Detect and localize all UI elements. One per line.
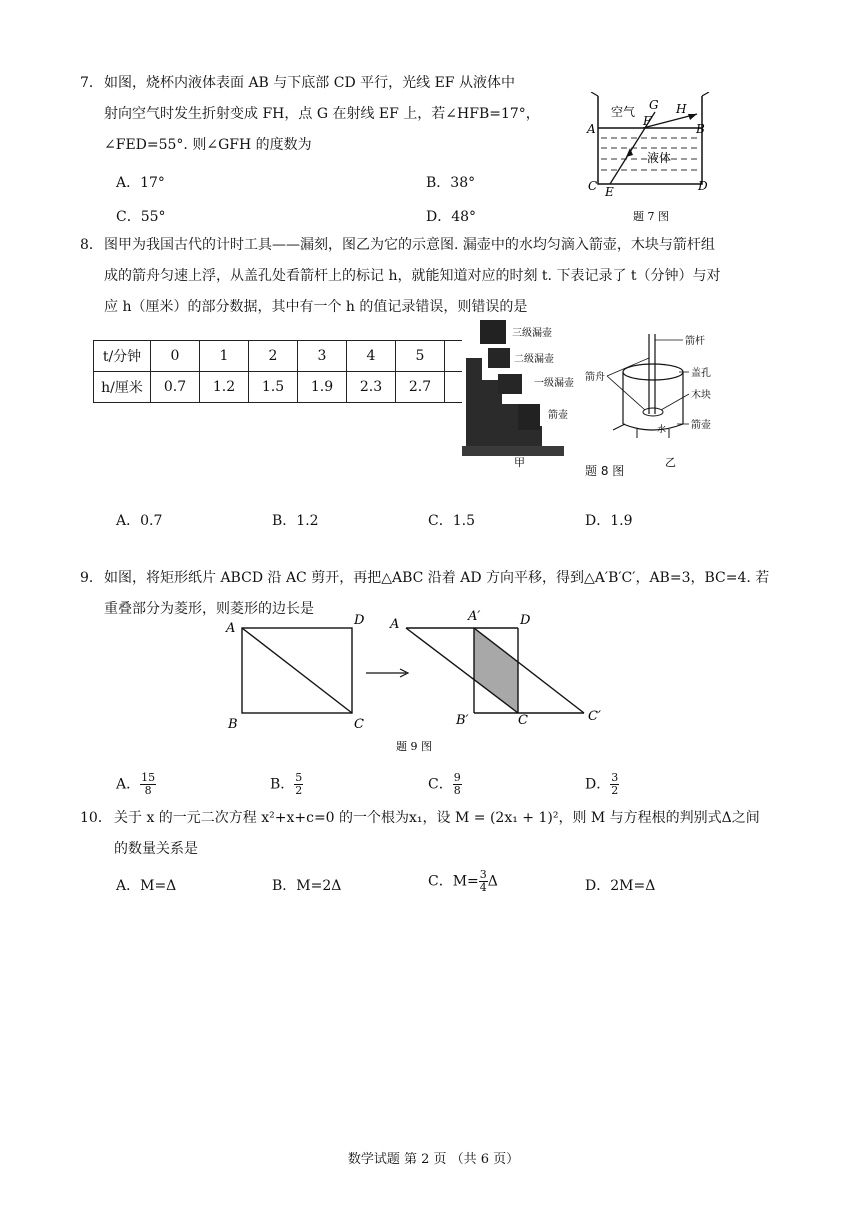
q8-label-pot: 箭壶 <box>691 420 711 431</box>
q9-right-d: D <box>520 613 531 628</box>
q10-option-b: B．M=2Δ <box>272 878 342 894</box>
q8-label-boat: 箭舟 <box>585 372 605 383</box>
q10-option-c-label: C．M= <box>428 873 479 890</box>
q9-right-c-prime: C′ <box>588 709 601 724</box>
q9-line2: 重叠部分为菱形，则菱形的边长是 <box>104 601 314 617</box>
q8-data-table <box>93 340 494 403</box>
q7-point-b: B <box>696 122 705 136</box>
table-cell: 2.7 <box>396 372 445 403</box>
q8-label-rod: 箭杆 <box>685 336 705 347</box>
q8-label-jia: 甲 <box>514 456 525 468</box>
q8-label-level2: 二级漏壶 <box>514 354 554 365</box>
q9-option-d-num: 3 <box>611 771 619 784</box>
q9-option-b-num: 5 <box>295 771 303 784</box>
table-cell: 1.9 <box>298 372 347 403</box>
page-footer: 数学试题 第 2 页 （共 6 页） <box>347 1152 520 1167</box>
table-cell: 4 <box>347 341 396 372</box>
q9-option-b <box>270 772 303 797</box>
q8-label-yi: 乙 <box>665 456 676 469</box>
q8-figure-jia <box>462 318 584 468</box>
q10-option-c-num: 3 <box>479 868 487 881</box>
q7-line1: 如图，烧杯内液体表面 AB 与下底部 CD 平行，光线 EF 从液体中 <box>104 75 515 91</box>
q10-option-c <box>428 869 498 894</box>
q7-air-label: 空气 <box>611 105 636 119</box>
q9-right-c: C <box>518 713 528 728</box>
q10-number: 10． <box>80 810 112 826</box>
q10-option-d: D．2M=Δ <box>585 878 656 894</box>
q7-option-a: A．17° <box>116 175 165 191</box>
table-row <box>94 341 494 372</box>
q9-right-a-prime: A′ <box>468 609 481 624</box>
q9-right-b-prime: B′ <box>456 713 469 728</box>
q10-option-c-den: 4 <box>479 881 487 894</box>
q8-label-arrow-pot: 箭壶 <box>548 410 568 421</box>
q7-point-c: C <box>588 179 598 193</box>
q10-line2: 的数量关系是 <box>114 841 198 857</box>
q9-option-d-label: D． <box>585 776 611 793</box>
q9-option-a-label: A． <box>116 776 141 793</box>
q9-left-b: B <box>228 717 238 732</box>
q9-option-a-den: 8 <box>144 784 152 797</box>
table-cell: 3 <box>298 341 347 372</box>
q9-caption: 题 9 图 <box>396 740 432 753</box>
q9-right-a: A <box>390 617 400 632</box>
q8-option-a: A．0.7 <box>116 513 163 529</box>
table-row <box>94 372 494 403</box>
q10-line1: 关于 x 的一元二次方程 x²+x+c=0 的一个根为x₁，设 M = (2x₁ + 1)²，则 M 与方程根的判别式Δ之间 <box>114 810 760 826</box>
q9-option-d <box>585 772 619 797</box>
table-cell: 0 <box>151 341 200 372</box>
q8-option-b: B．1.2 <box>272 513 319 529</box>
q10-option-a: A．M=Δ <box>116 878 177 894</box>
q9-left-a: A <box>226 621 236 636</box>
q8-line1: 图甲为我国古代的计时工具——漏刻，图乙为它的示意图. 漏壶中的水均匀滴入箭壶，木块与箭杆组 <box>104 237 715 253</box>
table-head-t: t/分钟 <box>94 341 151 372</box>
q8-option-d: D．1.9 <box>585 513 633 529</box>
q7-line2: 射向空气时发生折射变成 FH，点 G 在射线 EF 上，若∠HFB=17°， <box>104 106 540 122</box>
q8-label-water: 水 <box>657 425 667 435</box>
table-cell: 2.3 <box>347 372 396 403</box>
q7-point-g: G <box>649 98 659 112</box>
q7-line3: ∠FED=55°. 则∠GFH 的度数为 <box>104 137 312 153</box>
q7-point-d: D <box>698 179 708 193</box>
q7-option-b: B．38° <box>426 175 476 191</box>
q8-line3: 应 h（厘米）的部分数据，其中有一个 h 的值记录错误，则错误的是 <box>104 299 528 315</box>
table-cell: 0.7 <box>151 372 200 403</box>
q9-option-c-num: 9 <box>453 771 461 784</box>
q9-option-a <box>116 772 156 797</box>
table-cell: 1.5 <box>249 372 298 403</box>
q10-option-c-tail: Δ <box>487 873 498 890</box>
q8-label-level1: 一级漏壶 <box>534 378 574 389</box>
q9-option-b-den: 2 <box>295 784 303 797</box>
q7-point-h: H <box>676 102 687 116</box>
table-cell: 1.2 <box>200 372 249 403</box>
q8-label-hole: 盖孔 <box>691 368 711 379</box>
q9-option-c-label: C． <box>428 776 453 793</box>
q8-caption: 题 8 图 <box>585 464 625 478</box>
q7-figure <box>585 92 715 227</box>
q9-option-c <box>428 772 462 797</box>
q7-point-f: F <box>643 114 652 128</box>
q9-left-c: C <box>354 717 364 732</box>
q8-option-c: C．1.5 <box>428 513 475 529</box>
table-cell: 5 <box>396 341 445 372</box>
q8-figure-yi <box>585 332 750 472</box>
q9-option-a-num: 15 <box>141 771 156 784</box>
table-cell: 2 <box>249 341 298 372</box>
q8-number: 8． <box>80 237 103 253</box>
q9-line1: 如图，将矩形纸片 ABCD 沿 AC 剪开，再把△ABC 沿着 AD 方向平移，得到△A′B′C′，AB=3，BC=4. 若 <box>104 570 770 586</box>
q7-liquid-label: 液体 <box>647 151 672 165</box>
table-head-h: h/厘米 <box>94 372 151 403</box>
q9-option-c-den: 8 <box>453 784 461 797</box>
q9-left-d: D <box>354 613 365 628</box>
q9-number: 9． <box>80 570 103 586</box>
q8-label-wood: 木块 <box>691 390 711 401</box>
q7-option-d: D．48° <box>426 209 477 225</box>
q8-line2: 成的箭舟匀速上浮，从盖孔处看箭杆上的标记 h，就能知道对应的时刻 t. 下表记录了 t（分钟）与对 <box>104 268 721 284</box>
q7-option-c: C．55° <box>116 209 166 225</box>
q8-label-level3: 三级漏壶 <box>512 328 552 339</box>
q7-point-a: A <box>587 122 596 136</box>
q9-figure <box>220 608 620 758</box>
q7-point-e: E <box>605 185 614 199</box>
q7-caption: 题 7 图 <box>633 210 669 223</box>
table-cell: 1 <box>200 341 249 372</box>
q9-option-b-label: B． <box>270 776 295 793</box>
q7-number: 7． <box>80 75 103 91</box>
q9-option-d-den: 2 <box>611 784 619 797</box>
